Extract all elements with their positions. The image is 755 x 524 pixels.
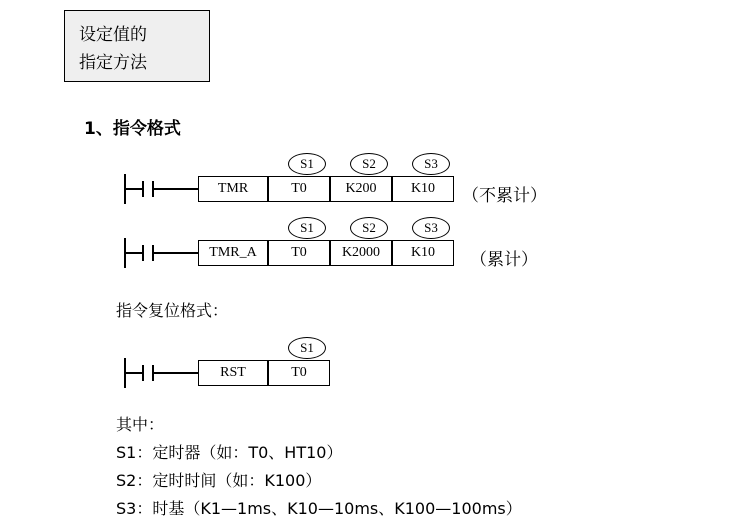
contact-bar-left <box>142 181 144 197</box>
callout-s3: S3 <box>412 217 450 239</box>
rung-note: （累计） <box>470 250 538 270</box>
instruction-cell-opcode: TMR_A <box>198 240 268 266</box>
instruction-cell-s1: T0 <box>268 176 330 202</box>
rung-wire-right <box>154 372 198 374</box>
rung-note: （不累计） <box>462 186 547 206</box>
instruction-cell-s3: K10 <box>392 240 454 266</box>
instruction-cell-s2: K200 <box>330 176 392 202</box>
reset-format-label: 指令复位格式： <box>116 301 229 320</box>
callout-s2: S2 <box>350 217 388 239</box>
rung-wire-left <box>124 252 142 254</box>
contact-bar-left <box>142 245 144 261</box>
callout-s1: S1 <box>288 153 326 175</box>
instruction-cell-s2: K2000 <box>330 240 392 266</box>
legend-line-s2: S2：定时时间（如：K100） <box>116 471 322 490</box>
rung-wire-right <box>154 188 198 190</box>
rung-wire-left <box>124 372 142 374</box>
legend-line-s3: S3：时基（K1—1ms、K10—10ms、K100—100ms） <box>116 499 522 518</box>
rung-wire-left <box>124 188 142 190</box>
callout-s3: S3 <box>412 153 450 175</box>
contact-bar-left <box>142 365 144 381</box>
title-box <box>64 10 210 82</box>
callout-s1: S1 <box>288 217 326 239</box>
legend-line-s1: S1：定时器（如：T0、HT10） <box>116 443 343 462</box>
instruction-cell-s3: K10 <box>392 176 454 202</box>
instruction-cell-opcode: RST <box>198 360 268 386</box>
title-box-line-1: 设定值的 <box>79 25 147 45</box>
title-box-line-2: 指定方法 <box>79 53 147 73</box>
instruction-cell-opcode: TMR <box>198 176 268 202</box>
legend-header: 其中： <box>116 415 165 434</box>
rung-wire-right <box>154 252 198 254</box>
instruction-cell-s1: T0 <box>268 240 330 266</box>
section-heading: 1、指令格式 <box>84 119 181 139</box>
instruction-cell-s1: T0 <box>268 360 330 386</box>
callout-s1: S1 <box>288 337 326 359</box>
callout-s2: S2 <box>350 153 388 175</box>
